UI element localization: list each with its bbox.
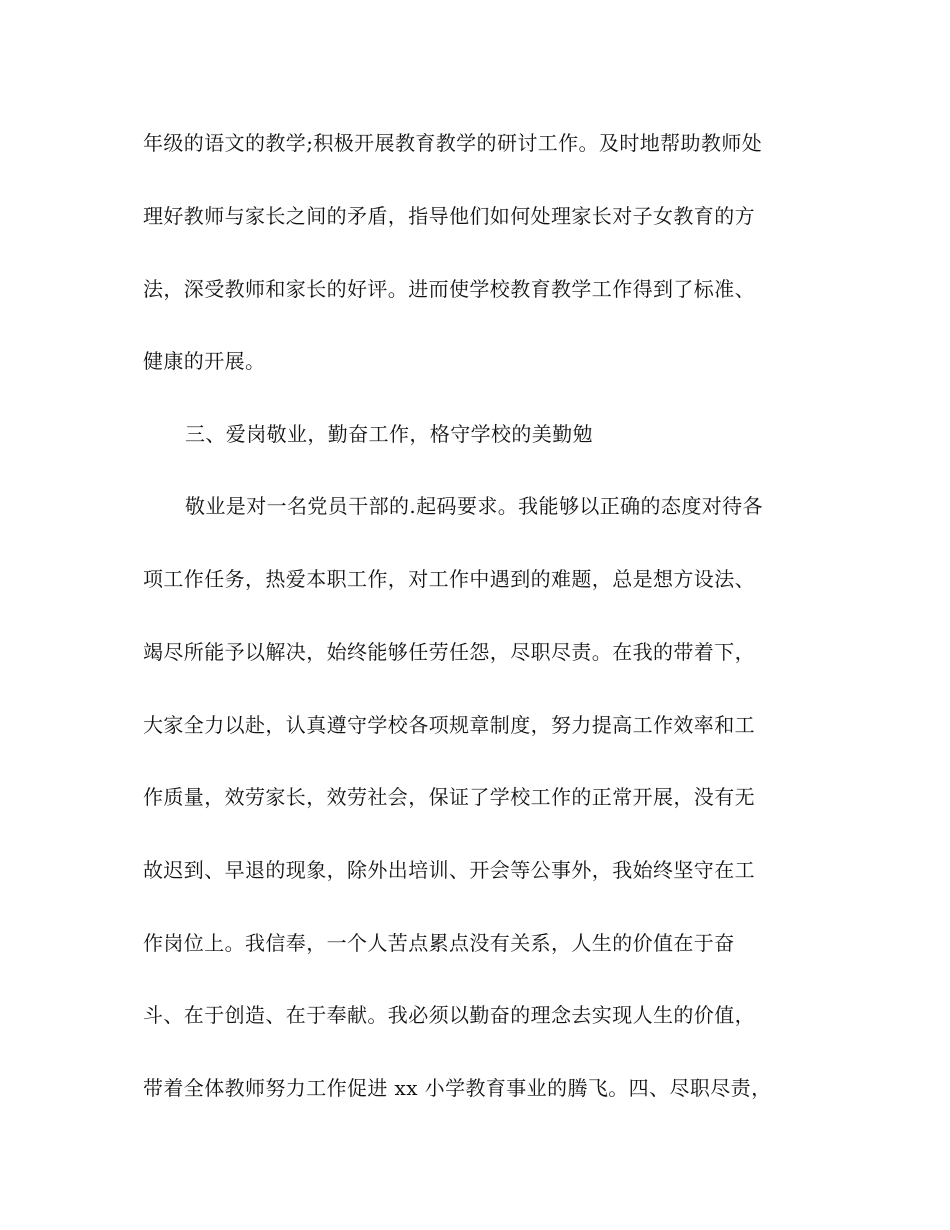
text-line: 项工作任务，热爱本职工作，对工作中遇到的难题，总是想方设法、 — [143, 567, 755, 591]
text-line: 法，深受教师和家长的好评。进而使学校教育教学工作得到了标准、 — [143, 277, 755, 301]
text-line: 故迟到、早退的现象，除外出培训、开会等公事外，我始终坚守在工 — [143, 858, 755, 882]
text-line: 健康的开展。 — [143, 349, 266, 373]
text-line: 竭尽所能予以解决，始终能够任劳任怨，尽职尽责。在我的带着下， — [143, 640, 755, 664]
text-line: 作质量，效劳家长，效劳社会，保证了学校工作的正常开展，没有无 — [143, 785, 755, 809]
text-line: 斗、在于创造、在于奉献。我必须以勤奋的理念去实现人生的价值， — [143, 1003, 755, 1027]
text-line: 年级的语文的教学;积极开展教育教学的研讨工作。及时地帮助教师处 — [143, 131, 763, 155]
text-line: 作岗位上。我信奉，一个人苦点累点没有关系，人生的价值在于奋 — [143, 931, 735, 955]
text-line: 敬业是对一名党员干部的.起码要求。我能够以正确的态度对待各 — [185, 494, 763, 518]
text-line: 大家全力以赴，认真遵守学校各项规章制度，努力提高工作效率和工 — [143, 713, 755, 737]
section-heading: 三、爱岗敬业，勤奋工作，格守学校的美勤勉 — [185, 422, 593, 446]
text-line: 理好教师与家长之间的矛盾，指导他们如何处理家长对子女教育的方 — [143, 204, 755, 228]
text-line: 带着全体教师努力工作促进 xx 小学教育事业的腾飞。四、尽职尽责， — [143, 1076, 772, 1100]
